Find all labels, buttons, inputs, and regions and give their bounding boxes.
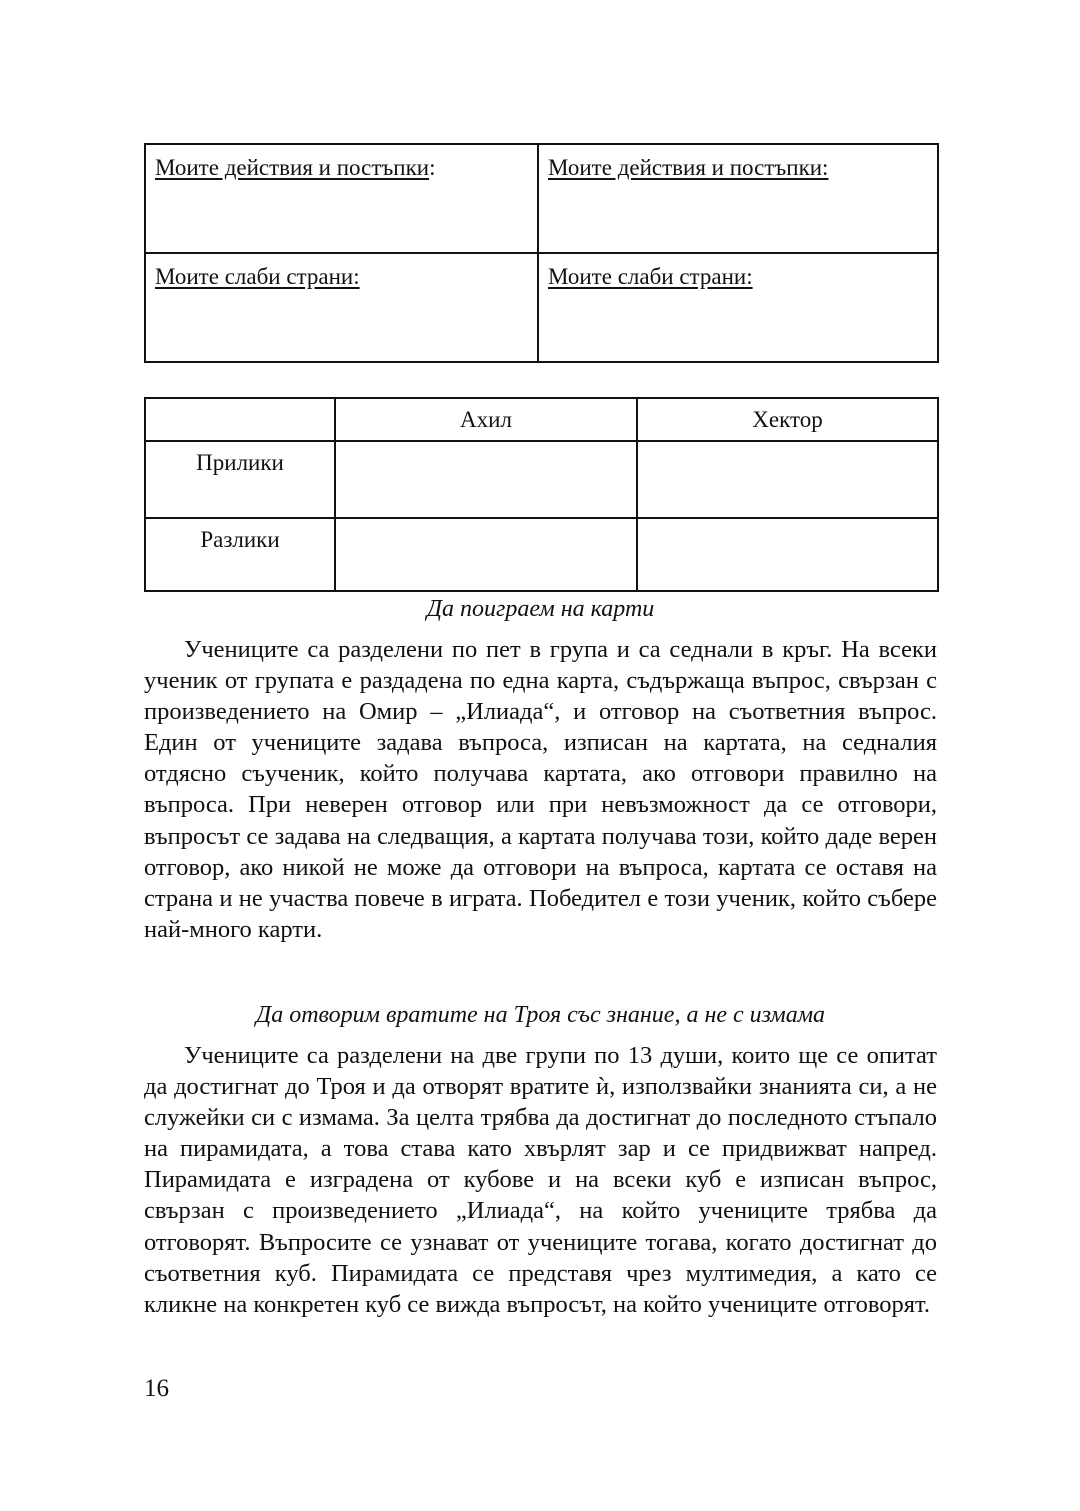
row-label: Прилики [145, 441, 335, 518]
section-heading: Да отворим вратите на Троя със знание, а не с измама [255, 1002, 826, 1028]
header-cell-hector: Хектор [637, 398, 938, 441]
header-cell-achilles: Ахил [335, 398, 637, 441]
row-label: Разлики [145, 518, 335, 591]
section-heading: Да поиграем на карти [426, 596, 655, 622]
reflection-table [144, 143, 939, 363]
table-cell [538, 144, 938, 253]
cell-label: Моите действия и постъпки: [548, 155, 829, 180]
paragraph: Учениците са разделени по пет в група и са седнали в кръг. На всеки ученик от групата е раздадена по една карта, съдържаща въпрос, свързан с произведението на Омир – „Илиада“, и отговор на съответния въпрос. Един от учениците задава въпроса, изписан на картата, на седналия отдясно съученик, който получава картата, ако отговори правилно на въпроса. При неверен отговор или при невъзможност да се отговори, въпросът се задава на следващия, а картата получава този, който даде верен отговор, ако никой не може да отговори на въпроса, картата се оставя на страна и не участва повече в играта. Победител е този ученик, който събере най-много карти. [144, 636, 937, 943]
cell-label: Моите слаби страни: [548, 264, 753, 289]
cell-label: Моите действия и постъпки [155, 155, 430, 180]
table-row [145, 253, 938, 362]
table-row [145, 518, 938, 591]
table-cell [637, 518, 938, 591]
table-row [145, 441, 938, 518]
table-header-row [145, 398, 938, 441]
table-cell [335, 441, 637, 518]
paragraph: Учениците са разделени на две групи по 13 души, които ще се опитат да достигнат до Троя и да отворят вратите ѝ, използвайки знанията си, а не служейки си с измама. За целта трябва да достигнат до последното стъпало на пирамидата, а това става като хвърлят зар и се придвижват напред. Пирамидата е изградена от кубове и на всеки куб е изписан въпрос, свързан с произведението „Илиада“, на който учениците трябва да отговорят. Въпросите се узнават от учениците тогава, когато достигнат до съответния куб. Пирамидата се представя чрез мултимедия, а като се кликне на конкретен куб се вижда въпросът, на който учениците отговорят. [144, 1042, 937, 1318]
comparison-table [144, 397, 939, 592]
table-cell [637, 441, 938, 518]
page-number: 16 [144, 1375, 169, 1402]
table-row [145, 144, 938, 253]
table-cell [538, 253, 938, 362]
table-cell [145, 144, 538, 253]
table-cell [335, 518, 637, 591]
table-cell [145, 253, 538, 362]
cell-label-colon: : [429, 155, 436, 180]
cell-label: Моите слаби страни: [155, 264, 360, 289]
header-cell-empty [145, 398, 335, 441]
